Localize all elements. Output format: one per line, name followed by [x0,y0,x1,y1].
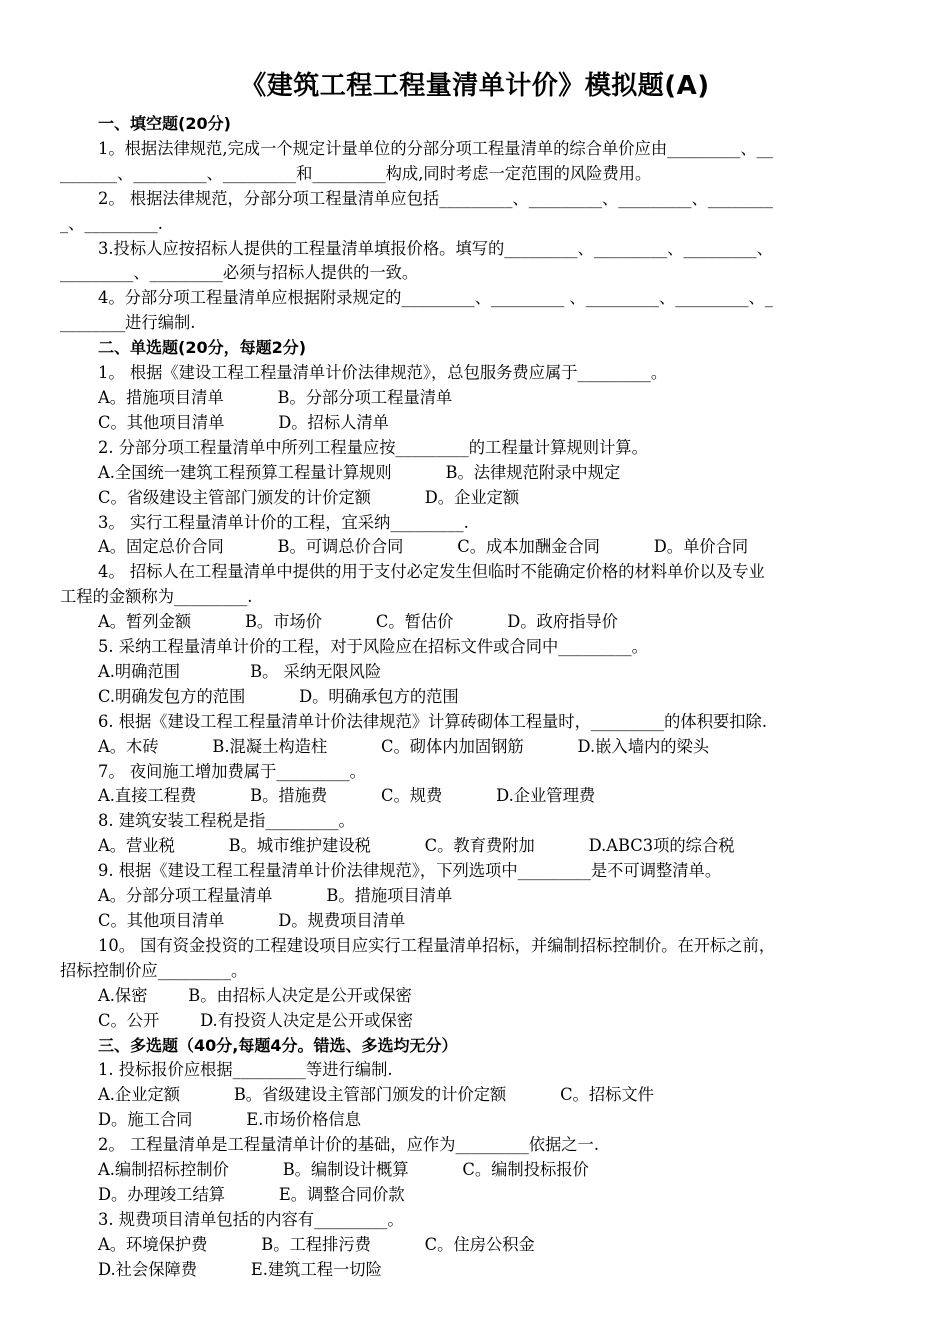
option-item: C。其他项目清单 [98,911,225,930]
option-item: A。暂列金额 [98,612,192,632]
option-item: C。规费 [381,786,443,806]
question-item [60,1208,890,1283]
option-item: A.保密 [98,985,148,1005]
option-item: A。固定总价合同 [98,537,224,557]
option-item: D。办理竣工结算 [98,1184,226,1204]
question-item [60,187,890,237]
options-row [60,1233,890,1258]
option-item: E。调整合同价款 [278,1184,405,1204]
option-item: B。由招标人决定是公开或保密 [188,985,412,1005]
option-item: B。分部分项工程量清单 [277,387,453,407]
option-item: D。企业定额 [424,487,520,507]
options-row [60,610,890,635]
option-item: C.明确发包方的范围 [98,686,246,706]
question-item [60,809,890,859]
question-text: 3.投标人应按招标人提供的工程量清单填报价格。填写的_________、_________、_________、 [98,238,773,258]
option-item: B。可调总价合同 [277,537,404,557]
fill-in-questions [60,137,890,336]
question-text: 2. 分部分项工程量清单中所列工程量应按_________的工程量计算规则计算。 [98,437,648,457]
section-fill-in-heading: 一、填空题(20分) [98,114,231,133]
question-text-continued: _、_________. [60,213,163,233]
option-item: A.直接工程费 [98,786,197,806]
question-item [60,286,890,336]
question-item [60,710,890,760]
option-item: A.编制招标控制价 [98,1160,229,1180]
question-item [60,137,890,187]
question-text: 2。 工程量清单是工程量清单计价的基础，应作为_________依据之一. [98,1135,600,1155]
option-item: D。规费项目清单 [278,911,406,930]
question-text: 10。 国有资金投资的工程建设项目应实行工程量清单招标，并编制招标控制价。在开标之前， [98,935,776,955]
option-item: A。分部分项工程量清单 [98,886,273,906]
option-item: C。编制投标报价 [462,1160,589,1180]
question-item [60,361,890,436]
question-text: 6. 根据《建设工程工程量清单计价法律规范》计算砖砌体工程量时，_________的体积要扣除. [98,711,767,731]
option-item: B。 采纳无限风险 [250,661,382,681]
options-row [60,386,890,411]
option-item: D.有投资人决定是公开或保密 [200,1010,414,1030]
question-item [60,560,890,635]
question-text-continued: 工程的金额称为_________. [60,587,253,607]
question-text: 4。 招标人在工程量清单中提供的用于支付必定发生但临时不能确定价格的材料单价以及专业 [98,562,765,582]
option-item: D。单价合同 [653,537,749,557]
option-item: C。暂估价 [375,612,454,632]
option-item: E.建筑工程一切险 [250,1259,382,1279]
options-row [60,834,890,859]
question-text-continued: _________、_________必须与招标人提供的一致。 [60,263,419,283]
option-item: C。其他项目清单 [98,412,225,432]
option-item: D。施工合同 [98,1110,193,1130]
option-item: D.嵌入墙内的梁头 [577,736,710,756]
option-item: B。法律规范附录中规定 [445,462,621,482]
question-text: 1。 根据《建设工程工程量清单计价法律规范》，总包服务费应属于_________。 [98,363,668,383]
question-text: 1。根据法律规范,完成一个规定计量单位的分部分项工程量清单的综合单价应由_________、__ [98,138,773,158]
option-item: B。城市维护建设税 [228,836,371,856]
question-text: 3。 实行工程量清单计价的工程，宜采纳_________. [98,512,469,532]
option-item: C。招标文件 [560,1085,654,1105]
option-item: C。成本加酬金合同 [457,537,600,557]
question-item [60,760,890,810]
option-item: C。公开 [98,1010,160,1030]
section-multiple-choice-heading: 三、多选题（40分,每题4分。错选、多选均无分） [98,1035,458,1055]
question-text: 1. 投标报价应根据_________等进行编制. [98,1060,393,1080]
single-choice-questions [60,361,890,1033]
options-row [60,1009,890,1034]
option-item: B。编制设计概算 [282,1160,409,1180]
option-item: C。教育费附加 [424,836,535,856]
option-item: B。省级建设主管部门颁发的计价定额 [233,1085,507,1105]
options-row [60,784,890,809]
option-item: E.市场价格信息 [246,1110,361,1130]
option-item: D。政府指导价 [507,612,618,632]
question-text-continued: _______、_________、_________和_________构成,同时考虑一定范围的风险费用。 [60,163,652,183]
question-item [60,1133,890,1208]
option-item: D。招标人清单 [278,412,389,432]
question-text: 2。 根据法律规范，分部分项工程量清单应包括_________、_________、_________、________ [98,188,773,208]
option-item: B。措施费 [250,786,328,806]
section-single-choice-heading: 二、单选题(20分，每题2分) [98,338,307,358]
option-item: D.社会保障费 [98,1259,198,1279]
question-item [60,237,890,287]
option-item: D。明确承包方的范围 [299,686,459,706]
option-item: D.ABC3项的综合税 [588,836,735,856]
options-row [60,660,890,685]
options-row [60,909,890,934]
options-row [60,1258,890,1283]
options-row [60,1158,890,1183]
option-item: C。砌体内加固钢筋 [381,736,524,756]
option-item: B。措施项目清单 [326,886,453,906]
question-item [60,1058,890,1133]
options-row [60,486,890,511]
option-item: A.企业定额 [98,1085,181,1105]
option-item: A。营业税 [98,836,175,856]
option-item: A。措施项目清单 [98,387,224,407]
question-text-continued: 招标控制价应_________。 [60,960,248,980]
option-item: C。省级建设主管部门颁发的计价定额 [98,487,371,507]
option-item: A.明确范围 [98,661,181,681]
option-item: C。住房公积金 [424,1234,535,1254]
options-row [60,1183,890,1208]
multiple-choice-questions [60,1058,890,1282]
question-item [60,436,890,511]
option-item: B.混凝土构造柱 [212,736,328,756]
page-title: 《建筑工程工程量清单计价》模拟题(A) [240,71,710,101]
question-text: 8. 建筑安装工程税是指_________。 [98,811,355,831]
options-row [60,461,890,486]
option-item: A。环境保护费 [98,1234,208,1254]
question-text: 9. 根据《建设工程工程量清单计价法律规范》，下列选项中_________是不可调整清单。 [98,861,722,881]
question-item [60,511,890,561]
options-row [60,411,890,436]
question-item [60,934,890,1034]
options-row [60,1108,890,1133]
options-row [60,884,890,909]
question-item [60,859,890,934]
options-row [60,984,890,1009]
question-text: 3. 规费项目清单包括的内容有_________。 [98,1209,404,1229]
question-text: 4。分部分项工程量清单应根据附录规定的_________、_________ 、_________、_________、_ [98,288,773,308]
option-item: D.企业管理费 [496,786,596,806]
question-text: 5. 采纳工程量清单计价的工程，对于风险应在招标文件或合同中_________。 [98,637,648,657]
options-row [60,535,890,560]
options-row [60,685,890,710]
option-item: B。工程排污费 [261,1234,371,1254]
option-item: A。木砖 [98,736,159,756]
question-text-continued: ________进行编制. [60,313,196,333]
options-row [60,1083,890,1108]
option-item: A.全国统一建筑工程预算工程量计算规则 [98,462,392,482]
question-item [60,635,890,710]
option-item: B。市场价 [244,612,323,632]
options-row [60,735,890,760]
question-text: 7。 夜间施工增加费属于_________。 [98,761,366,781]
